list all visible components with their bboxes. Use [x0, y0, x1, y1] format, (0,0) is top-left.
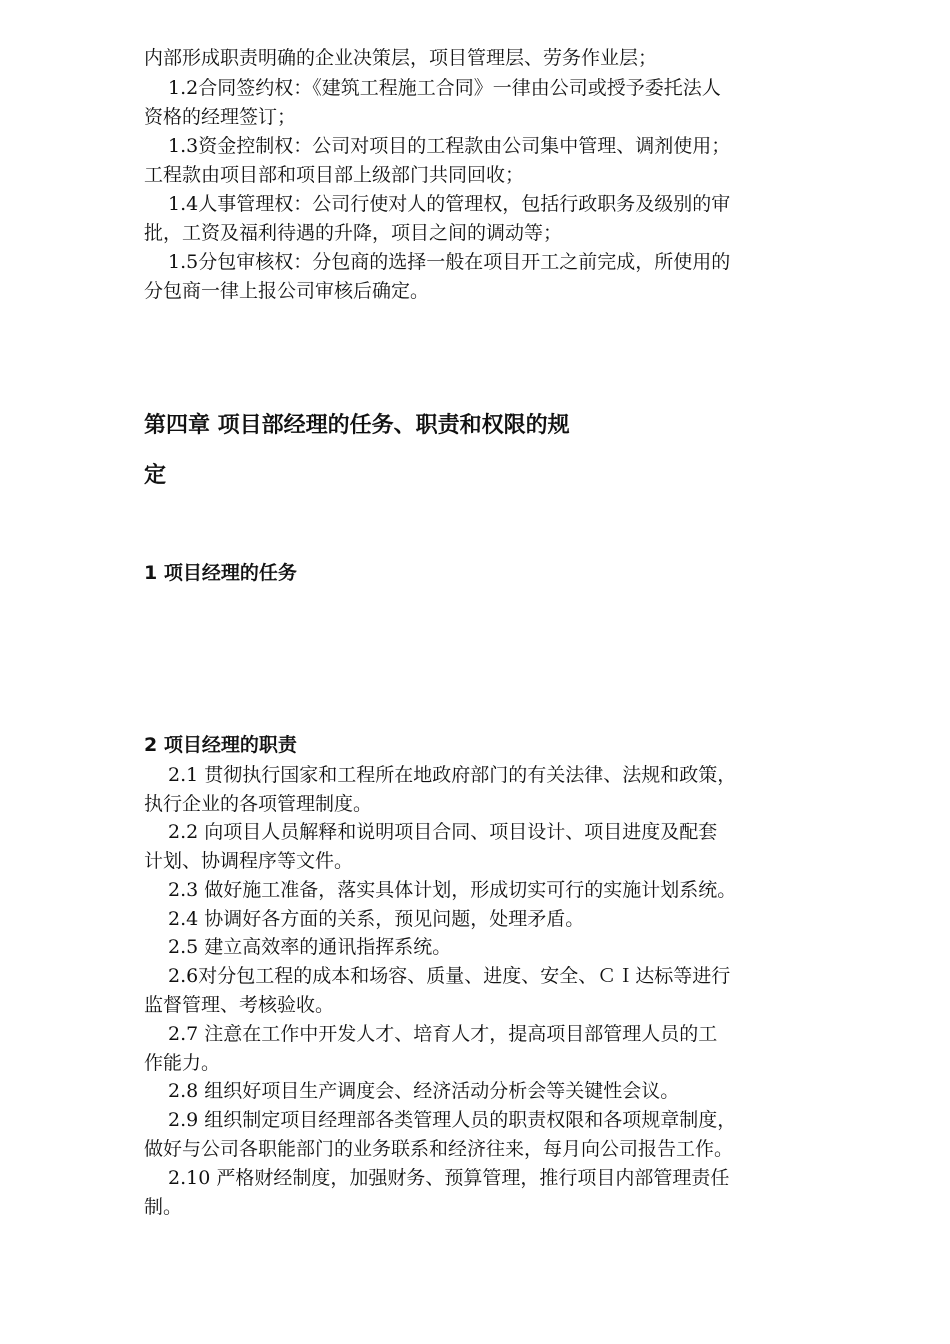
paragraph-line: 内部形成职责明确的企业决策层，项目管理层、劳务作业层； — [144, 47, 658, 69]
chapter-title: 第四章 项目部经理的任务、职责和权限的规 — [144, 413, 570, 438]
list-item: 2.2 向项目人员解释和说明项目合同、项目设计、项目进度及配套 — [168, 821, 718, 843]
list-item: 2.1 贯彻执行国家和工程所在地政府部门的有关法律、法规和政策， — [168, 764, 737, 786]
list-item-continued: 做好与公司各职能部门的业务联系和经济往来，每月向公司报告工作。 — [144, 1138, 734, 1160]
paragraph-line: 分包商一律上报公司审核后确定。 — [144, 280, 430, 302]
list-item-continued: 计划、协调程序等文件。 — [144, 850, 354, 872]
list-item: 2.7 注意在工作中开发人才、培育人才，提高项目部管理人员的工 — [168, 1023, 718, 1045]
list-item: 2.4 协调好各方面的关系，预见问题，处理矛盾。 — [168, 908, 585, 930]
list-item: 2.5 建立高效率的通讯指挥系统。 — [168, 936, 452, 958]
list-item: 2.8 组织好项目生产调度会、经济活动分析会等关键性会议。 — [168, 1080, 680, 1102]
section-heading-tasks: 1 项目经理的任务 — [144, 562, 297, 584]
paragraph-line: 1.4人事管理权：公司行使对人的管理权，包括行政职务及级别的审 — [168, 193, 731, 215]
section-heading-duties: 2 项目经理的职责 — [144, 734, 297, 756]
list-item-continued: 作能力。 — [144, 1052, 221, 1074]
list-item-continued: 执行企业的各项管理制度。 — [144, 793, 373, 815]
paragraph-line: 1.2合同签约权：《建筑工程施工合同》一律由公司或授予委托法人 — [168, 77, 721, 99]
paragraph-line: 1.5分包审核权：分包商的选择一般在项目开工之前完成，所使用的 — [168, 251, 731, 273]
paragraph-line: 1.3资金控制权：公司对项目的工程款由公司集中管理、调剂使用； — [168, 135, 731, 157]
paragraph-line: 资格的经理签订； — [144, 106, 297, 128]
paragraph-line: 工程款由项目部和项目部上级部门共同回收； — [144, 164, 525, 186]
list-item-continued: 制。 — [144, 1196, 183, 1218]
chapter-title-continued: 定 — [144, 463, 167, 488]
list-item: 2.6对分包工程的成本和场容、质量、进度、安全、ＣＩ达标等进行 — [168, 965, 731, 987]
list-item: 2.3 做好施工准备，落实具体计划，形成切实可行的实施计划系统。 — [168, 879, 737, 901]
paragraph-line: 批，工资及福利待遇的升降，项目之间的调动等； — [144, 222, 563, 244]
list-item: 2.9 组织制定项目经理部各类管理人员的职责权限和各项规章制度， — [168, 1109, 737, 1131]
list-item: 2.10 严格财经制度，加强财务、预算管理，推行项目内部管理责任 — [168, 1167, 730, 1189]
list-item-continued: 监督管理、考核验收。 — [144, 994, 335, 1016]
